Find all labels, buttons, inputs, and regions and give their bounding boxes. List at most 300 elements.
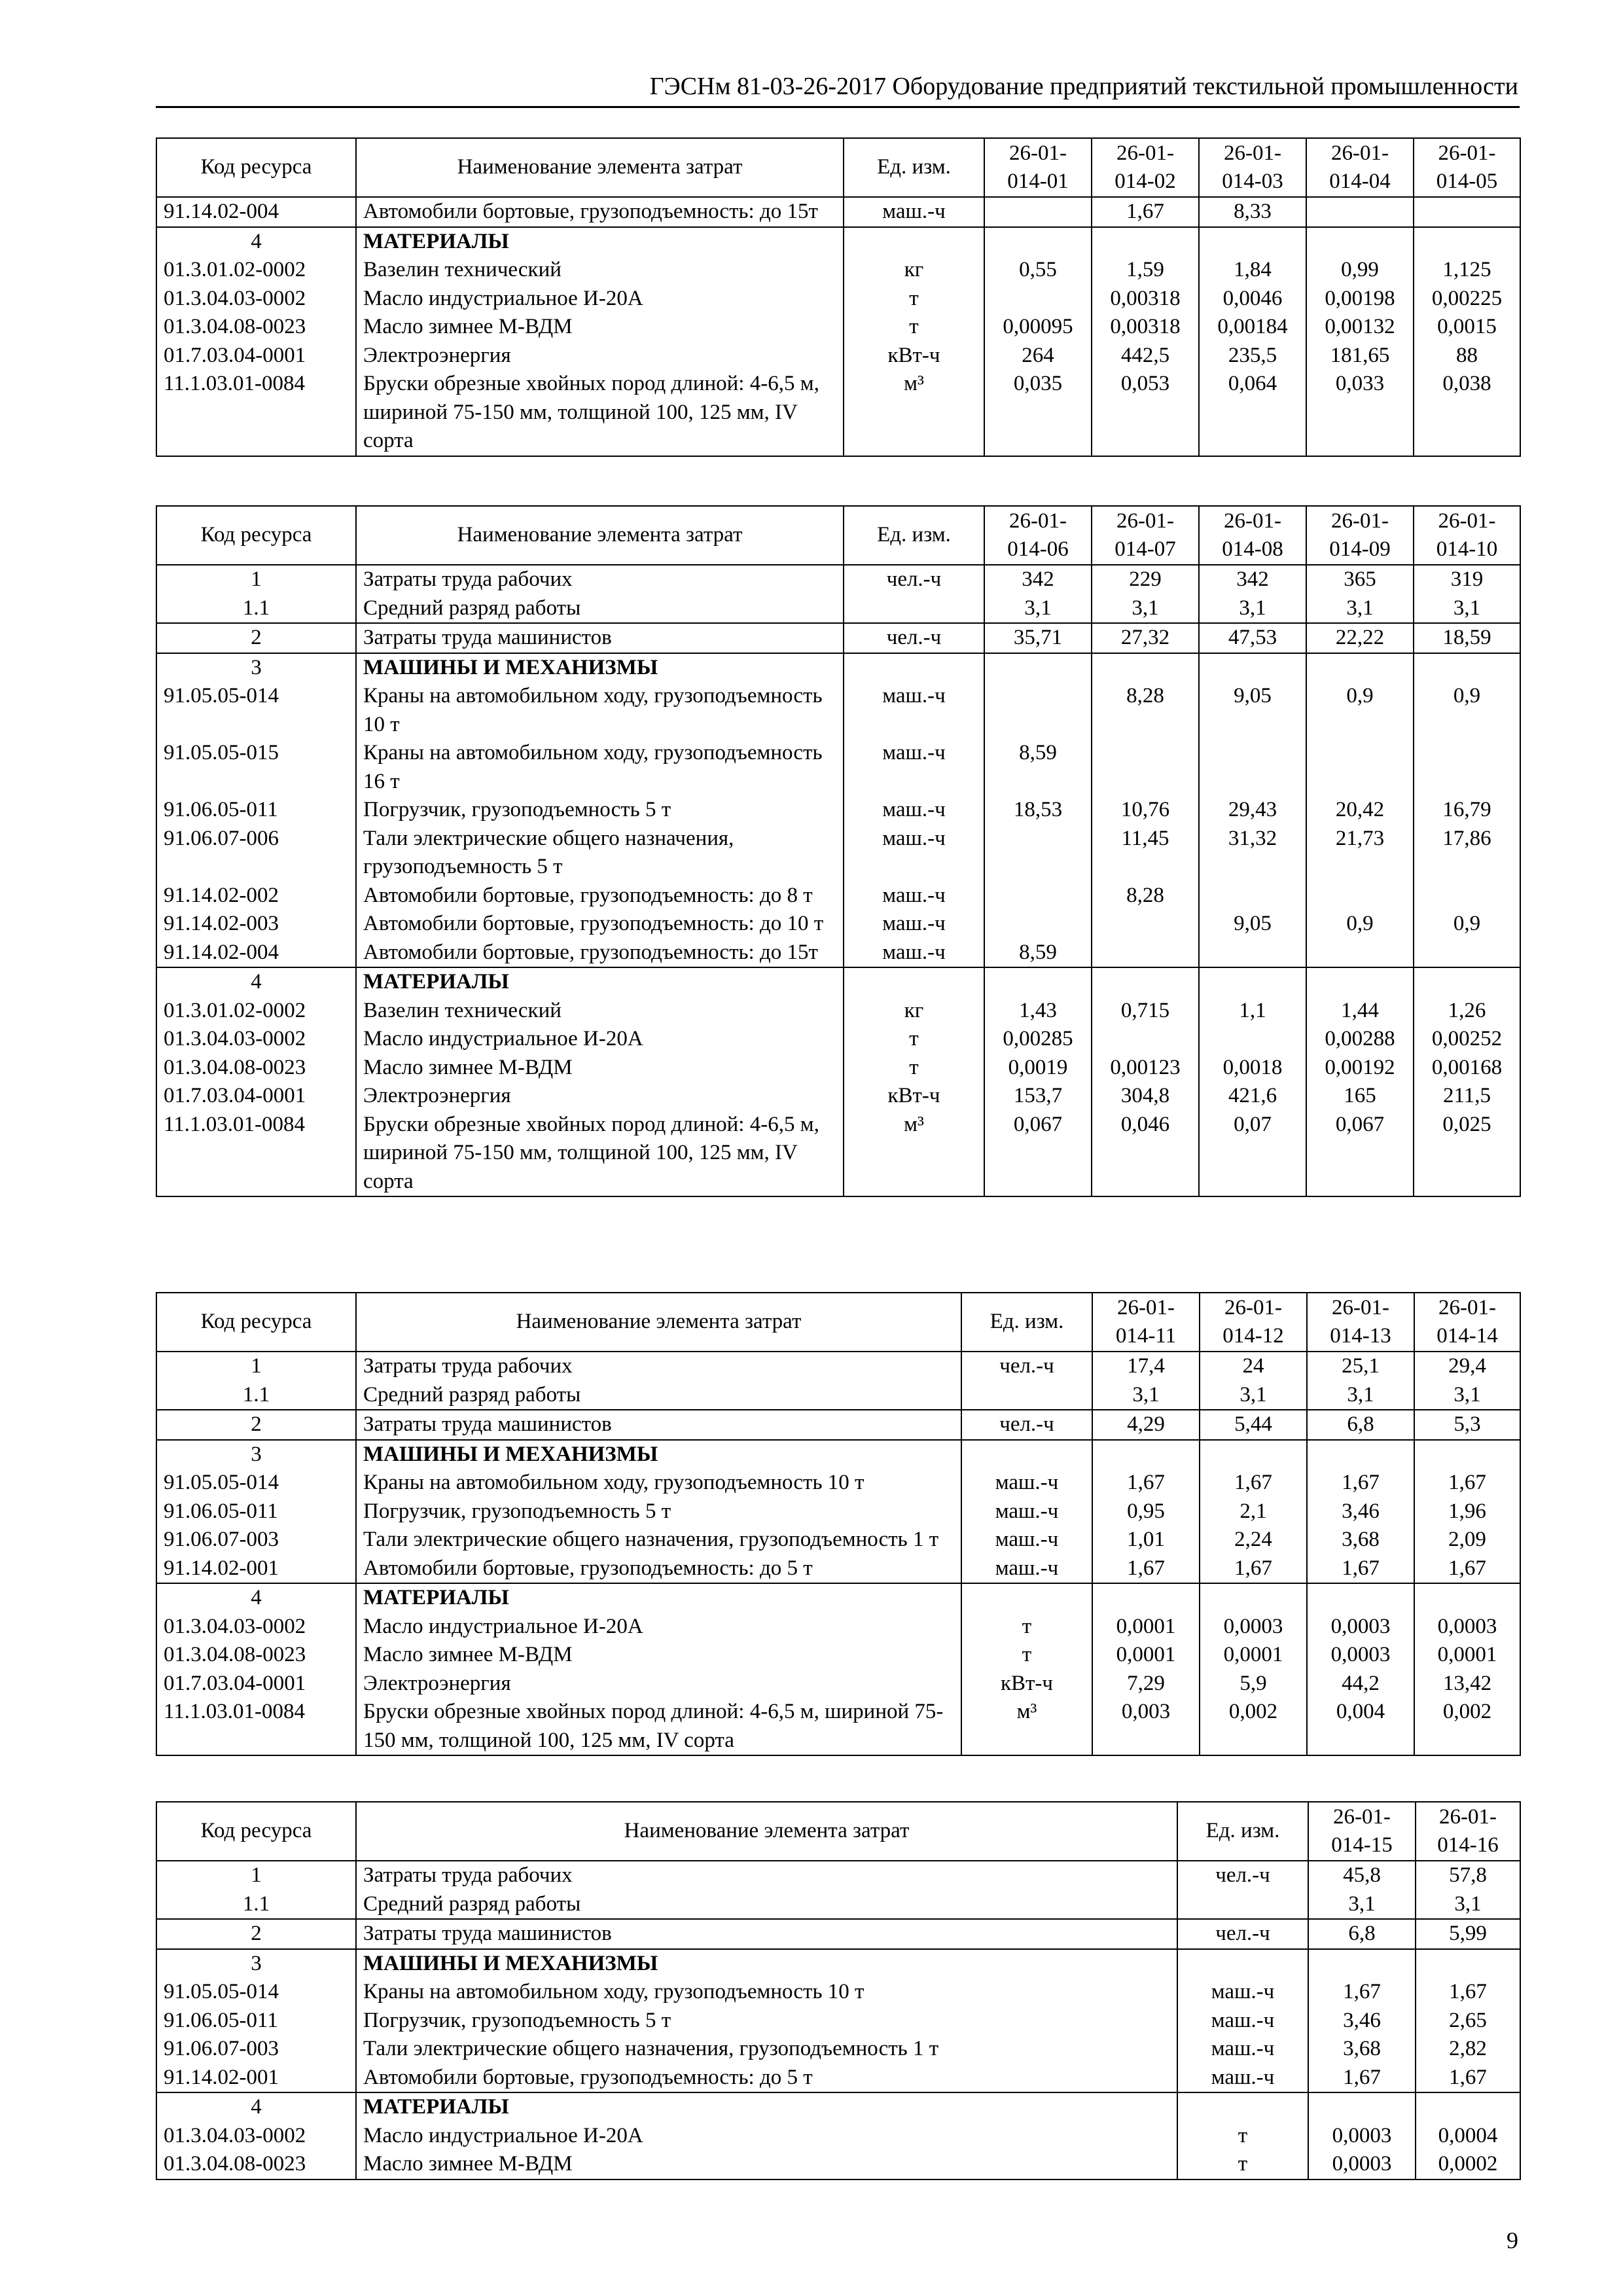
table-row (156, 2035, 1520, 2064)
resource-unit: маш.-ч (1177, 2035, 1308, 2064)
rate-value: 421,6 (1199, 1082, 1306, 1111)
table-row (156, 1498, 1520, 1526)
rate-value: 18,53 (984, 796, 1092, 825)
resource-code: 4 (156, 1583, 356, 1613)
rate-value: 45,8 (1308, 1861, 1416, 1890)
rate-value: 8,28 (1092, 882, 1199, 910)
table-row (156, 1410, 1520, 1440)
resource-name: Краны на автомобильном ходу, грузоподъемность 10 т (356, 1469, 961, 1498)
resource-unit: т (1177, 2122, 1308, 2151)
rate-value: 235,5 (1199, 342, 1306, 370)
rate-value (984, 825, 1092, 882)
resource-code: 91.14.02-003 (156, 910, 356, 939)
rate-value: 319 (1414, 565, 1520, 594)
resource-unit: маш.-ч (1177, 1978, 1308, 2007)
resource-code: 1 (156, 565, 356, 594)
rate-value: 44,2 (1307, 1670, 1414, 1698)
rate-value: 229 (1092, 565, 1199, 594)
resource-code: 01.7.03.04-0001 (156, 342, 356, 370)
resource-unit: маш.-ч (961, 1554, 1092, 1584)
rate-value (984, 653, 1092, 683)
resource-unit: т (1177, 2150, 1308, 2179)
rate-value: 342 (984, 565, 1092, 594)
resource-code: 01.7.03.04-0001 (156, 1670, 356, 1698)
rate-value: 0,00184 (1199, 313, 1306, 342)
rate-value: 0,00132 (1306, 313, 1414, 342)
rate-value (1416, 2092, 1520, 2122)
rate-value: 0,025 (1414, 1111, 1520, 1197)
rate-value: 304,8 (1092, 1082, 1199, 1111)
resource-unit (1177, 2092, 1308, 2122)
rate-value (1200, 1440, 1307, 1469)
rate-value (1307, 1583, 1414, 1613)
table-row (156, 256, 1520, 285)
rate-value: 0,0003 (1308, 2122, 1416, 2151)
resource-name: Автомобили бортовые, грузоподъемность: до 15т (356, 197, 844, 227)
header-rate-code: 26-01-014-03 (1199, 138, 1306, 197)
rate-value: 0,0003 (1414, 1613, 1520, 1641)
rate-value: 0,00198 (1306, 285, 1414, 314)
header-rate-code: 26-01-014-04 (1306, 138, 1414, 197)
resource-code: 1.1 (156, 1381, 356, 1410)
rate-value: 29,43 (1199, 796, 1306, 825)
header-rate-code: 26-01-014-16 (1416, 1802, 1520, 1861)
rate-value (1414, 227, 1520, 257)
resource-code: 91.06.07-003 (156, 1526, 356, 1554)
header-name: Наименование элемента затрат (356, 506, 844, 565)
resource-table-3 (156, 1292, 1521, 1756)
resource-code: 91.14.02-004 (156, 197, 356, 227)
resource-unit: кВт-ч (961, 1670, 1092, 1698)
rate-value: 0,00168 (1414, 1054, 1520, 1083)
rate-value: 211,5 (1414, 1082, 1520, 1111)
rate-value: 18,59 (1414, 623, 1520, 653)
rate-value: 20,42 (1306, 796, 1414, 825)
rate-value (1414, 1583, 1520, 1613)
resource-code: 91.14.02-004 (156, 939, 356, 968)
section-row (156, 653, 1520, 683)
rate-value: 27,32 (1092, 623, 1199, 653)
table-header-row (156, 1293, 1520, 1352)
rate-value (1414, 739, 1520, 796)
table-row (156, 285, 1520, 314)
resource-code: 1 (156, 1861, 356, 1890)
rate-value: 9,05 (1199, 682, 1306, 739)
table-row (156, 997, 1520, 1026)
rate-value: 0,0002 (1416, 2150, 1520, 2179)
rate-value: 1,26 (1414, 997, 1520, 1026)
rate-value: 8,59 (984, 739, 1092, 796)
rate-value: 3,1 (1092, 594, 1199, 624)
header-unit: Ед. изм. (844, 506, 984, 565)
resource-code: 4 (156, 2092, 356, 2122)
table-header-row (156, 506, 1520, 565)
resource-name: Затраты труда машинистов (356, 1410, 961, 1440)
resource-code: 01.3.01.02-0002 (156, 997, 356, 1026)
rate-value (1092, 939, 1199, 968)
rate-value: 0,00288 (1306, 1025, 1414, 1054)
rate-value: 181,65 (1306, 342, 1414, 370)
resource-name: Автомобили бортовые, грузоподъемность: до 5 т (356, 2064, 1177, 2093)
table-row (156, 623, 1520, 653)
resource-unit: маш.-ч (844, 825, 984, 882)
resource-name: Вазелин технический (356, 256, 844, 285)
table-row (156, 313, 1520, 342)
resource-unit: маш.-ч (844, 910, 984, 939)
rate-value: 1,67 (1416, 2064, 1520, 2093)
rate-value (1199, 227, 1306, 257)
rate-value: 2,82 (1416, 2035, 1520, 2064)
header-unit: Ед. изм. (844, 138, 984, 197)
rate-value: 8,33 (1199, 197, 1306, 227)
resource-code: 91.05.05-015 (156, 739, 356, 796)
rate-value (1414, 197, 1520, 227)
rate-value: 0,00285 (984, 1025, 1092, 1054)
table-row (156, 370, 1520, 456)
rate-value: 6,8 (1308, 1919, 1416, 1949)
rate-value: 21,73 (1306, 825, 1414, 882)
resource-name: МАШИНЫ И МЕХАНИЗМЫ (356, 1949, 1177, 1979)
resource-code: 3 (156, 1949, 356, 1979)
header-rate-code: 26-01-014-05 (1414, 138, 1520, 197)
rate-value: 4,29 (1092, 1410, 1200, 1440)
header-rate-code: 26-01-014-10 (1414, 506, 1520, 565)
resource-code: 2 (156, 623, 356, 653)
table-row (156, 1111, 1520, 1197)
resource-unit (844, 653, 984, 683)
rate-value: 47,53 (1199, 623, 1306, 653)
resource-unit (844, 967, 984, 997)
resource-name: Электроэнергия (356, 342, 844, 370)
resource-code: 01.3.04.08-0023 (156, 313, 356, 342)
resource-name: Бруски обрезные хвойных пород длиной: 4-6,5 м, шириной 75-150 мм, толщиной 100, 125 мм, IV сорта (356, 1111, 844, 1197)
resource-code: 11.1.03.01-0084 (156, 1698, 356, 1755)
resource-code: 91.14.02-002 (156, 882, 356, 910)
resource-name: МАТЕРИАЛЫ (356, 227, 844, 257)
rate-value: 0,0003 (1307, 1641, 1414, 1670)
resource-code: 1.1 (156, 1890, 356, 1920)
rate-value: 3,1 (1092, 1381, 1200, 1410)
resource-code: 91.06.05-011 (156, 2007, 356, 2036)
header-code: Код ресурса (156, 506, 356, 565)
header-rate-code: 26-01-014-01 (984, 138, 1092, 197)
rate-value (1306, 197, 1414, 227)
table-header-row (156, 1802, 1520, 1861)
rate-value (1092, 227, 1199, 257)
rate-value (1306, 967, 1414, 997)
rate-value: 165 (1306, 1082, 1414, 1111)
resource-name: Затраты труда рабочих (356, 1861, 1177, 1890)
table-row (156, 1978, 1520, 2007)
rate-value: 2,09 (1414, 1526, 1520, 1554)
rate-value: 0,002 (1414, 1698, 1520, 1755)
rate-value: 3,1 (1414, 1381, 1520, 1410)
header-rate-code: 26-01-014-06 (984, 506, 1092, 565)
resource-unit: чел.-ч (1177, 1861, 1308, 1890)
resource-unit (844, 227, 984, 257)
resource-name: Средний разряд работы (356, 594, 844, 624)
resource-unit: кг (844, 997, 984, 1026)
rate-value: 1,67 (1092, 197, 1199, 227)
resource-unit: т (961, 1641, 1092, 1670)
resource-unit: т (844, 1025, 984, 1054)
rate-value (1199, 653, 1306, 683)
rate-value: 264 (984, 342, 1092, 370)
rate-value: 3,68 (1307, 1526, 1414, 1554)
rate-value: 25,1 (1307, 1352, 1414, 1381)
header-unit: Ед. изм. (1177, 1802, 1308, 1861)
rate-value: 1,67 (1308, 2064, 1416, 2093)
table-row (156, 910, 1520, 939)
rate-value: 13,42 (1414, 1670, 1520, 1698)
resource-code: 91.05.05-014 (156, 1469, 356, 1498)
resource-unit: чел.-ч (844, 623, 984, 653)
resource-unit: чел.-ч (844, 565, 984, 594)
rate-value (984, 227, 1092, 257)
resource-unit: т (844, 1054, 984, 1083)
rate-value: 0,0019 (984, 1054, 1092, 1083)
rate-value: 31,32 (1199, 825, 1306, 882)
rate-value (1199, 739, 1306, 796)
table-row (156, 1919, 1520, 1949)
resource-name: Масло зимнее М-ВДМ (356, 1641, 961, 1670)
table-row (156, 2007, 1520, 2036)
resource-unit: т (844, 285, 984, 314)
rate-value: 17,86 (1414, 825, 1520, 882)
resource-name: Электроэнергия (356, 1082, 844, 1111)
resource-unit: кВт-ч (844, 342, 984, 370)
rate-value: 5,99 (1416, 1919, 1520, 1949)
resource-unit: чел.-ч (1177, 1919, 1308, 1949)
table-row (156, 1698, 1520, 1755)
rate-value: 1,67 (1092, 1469, 1200, 1498)
rate-value: 0,0018 (1199, 1054, 1306, 1083)
rate-value: 0,004 (1307, 1698, 1414, 1755)
rate-value (1414, 882, 1520, 910)
rate-value: 0,95 (1092, 1498, 1200, 1526)
rate-value (1092, 1440, 1200, 1469)
resource-unit: маш.-ч (844, 939, 984, 968)
rate-value: 0,00095 (984, 313, 1092, 342)
table-row (156, 739, 1520, 796)
rate-value: 1,67 (1414, 1469, 1520, 1498)
rate-value (1199, 967, 1306, 997)
rate-value (1414, 653, 1520, 683)
rate-value: 1,1 (1199, 997, 1306, 1026)
table-row (156, 1641, 1520, 1670)
resource-unit (1177, 1890, 1308, 1920)
resource-code: 91.06.05-011 (156, 796, 356, 825)
rate-value: 0,0001 (1092, 1613, 1200, 1641)
header-name: Наименование элемента затрат (356, 1293, 961, 1352)
rate-value: 0,00318 (1092, 313, 1199, 342)
rate-value (1307, 1440, 1414, 1469)
table-row (156, 1890, 1520, 1920)
resource-name: Средний разряд работы (356, 1890, 1177, 1920)
rate-value: 16,79 (1414, 796, 1520, 825)
rate-value: 8,28 (1092, 682, 1199, 739)
rate-value: 0,038 (1414, 370, 1520, 456)
resource-unit: маш.-ч (844, 796, 984, 825)
document-header-title: ГЭСНм 81-03-26-2017 Оборудование предприятий текстильной промышленности (649, 73, 1518, 100)
resource-name: Тали электрические общего назначения, грузоподъемность 5 т (356, 825, 844, 882)
resource-unit: маш.-ч (961, 1498, 1092, 1526)
resource-name: МАТЕРИАЛЫ (356, 1583, 961, 1613)
header-rate-code: 26-01-014-12 (1200, 1293, 1307, 1352)
rate-value: 1,67 (1414, 1554, 1520, 1584)
table-row (156, 1670, 1520, 1698)
header-rate-code: 26-01-014-13 (1307, 1293, 1414, 1352)
header-code: Код ресурса (156, 1293, 356, 1352)
resource-name: Автомобили бортовые, грузоподъемность: до 10 т (356, 910, 844, 939)
resource-name: МАТЕРИАЛЫ (356, 2092, 1177, 2122)
table-row (156, 1469, 1520, 1498)
rate-value: 3,1 (1416, 1890, 1520, 1920)
rate-value: 0,064 (1199, 370, 1306, 456)
resource-unit (844, 594, 984, 624)
rate-value: 0,00252 (1414, 1025, 1520, 1054)
rate-value: 442,5 (1092, 342, 1199, 370)
resource-name: Вазелин технический (356, 997, 844, 1026)
rate-value: 1,67 (1092, 1554, 1200, 1584)
rate-value (984, 682, 1092, 739)
resource-unit (961, 1381, 1092, 1410)
rate-value (1092, 1025, 1199, 1054)
resource-name: Автомобили бортовые, грузоподъемность: до 5 т (356, 1554, 961, 1584)
rate-value: 0,0003 (1200, 1613, 1307, 1641)
resource-table-1 (156, 137, 1521, 457)
rate-value: 10,76 (1092, 796, 1199, 825)
resource-table-2 (156, 505, 1521, 1197)
rate-value (1199, 882, 1306, 910)
rate-value: 1,67 (1308, 1978, 1416, 2007)
resource-code: 4 (156, 967, 356, 997)
header-name: Наименование элемента затрат (356, 1802, 1177, 1861)
header-rate-code: 26-01-014-07 (1092, 506, 1199, 565)
resource-code: 01.3.04.08-0023 (156, 1054, 356, 1083)
resource-code: 01.3.04.08-0023 (156, 1641, 356, 1670)
resource-code: 01.3.04.03-0002 (156, 1025, 356, 1054)
rate-value: 0,00192 (1306, 1054, 1414, 1083)
table-row (156, 342, 1520, 370)
resource-unit: кВт-ч (844, 1082, 984, 1111)
rate-value: 0,0015 (1414, 313, 1520, 342)
resource-unit: м³ (961, 1698, 1092, 1755)
resource-code: 2 (156, 1919, 356, 1949)
resource-unit: т (844, 313, 984, 342)
resource-unit: маш.-ч (961, 1469, 1092, 1498)
resource-name: Масло зимнее М-ВДМ (356, 1054, 844, 1083)
table-row (156, 1082, 1520, 1111)
rate-value (1092, 910, 1199, 939)
resource-unit: маш.-ч (844, 739, 984, 796)
resource-name: Затраты труда рабочих (356, 1352, 961, 1381)
resource-unit: маш.-ч (844, 882, 984, 910)
rate-value: 0,00318 (1092, 285, 1199, 314)
header-rate-code: 26-01-014-09 (1306, 506, 1414, 565)
rate-value: 1,67 (1200, 1554, 1307, 1584)
resource-unit: маш.-ч (1177, 2007, 1308, 2036)
resource-name: МАШИНЫ И МЕХАНИЗМЫ (356, 1440, 961, 1469)
table-row (156, 594, 1520, 624)
rate-value: 1,59 (1092, 256, 1199, 285)
table-row (156, 1352, 1520, 1381)
resource-name: Масло индустриальное И-20А (356, 285, 844, 314)
resource-code: 01.3.01.02-0002 (156, 256, 356, 285)
resource-name: Масло индустриальное И-20А (356, 1613, 961, 1641)
rate-value: 1,96 (1414, 1498, 1520, 1526)
rate-value: 0,067 (1306, 1111, 1414, 1197)
rate-value: 0,99 (1306, 256, 1414, 285)
table-row (156, 825, 1520, 882)
rate-value (1416, 1949, 1520, 1979)
rate-value (1306, 882, 1414, 910)
rate-value: 5,3 (1414, 1410, 1520, 1440)
rate-value (1414, 939, 1520, 968)
resource-unit (961, 1440, 1092, 1469)
resource-unit (1177, 1949, 1308, 1979)
table-row (156, 682, 1520, 739)
table-row (156, 1054, 1520, 1083)
resource-code: 11.1.03.01-0084 (156, 1111, 356, 1197)
rate-value: 1,67 (1200, 1469, 1307, 1498)
rate-value (1092, 967, 1199, 997)
rate-value: 0,067 (984, 1111, 1092, 1197)
resource-name: МАШИНЫ И МЕХАНИЗМЫ (356, 653, 844, 683)
resource-name: Электроэнергия (356, 1670, 961, 1698)
resource-name: Тали электрические общего назначения, грузоподъемность 1 т (356, 1526, 961, 1554)
rate-value: 0,033 (1306, 370, 1414, 456)
rate-value: 3,1 (1200, 1381, 1307, 1410)
rate-value: 17,4 (1092, 1352, 1200, 1381)
rate-value: 0,9 (1306, 682, 1414, 739)
resource-name: Краны на автомобильном ходу, грузоподъемность 16 т (356, 739, 844, 796)
rate-value: 22,22 (1306, 623, 1414, 653)
resource-name: Погрузчик, грузоподъемность 5 т (356, 796, 844, 825)
rate-value (1306, 653, 1414, 683)
rate-value (984, 197, 1092, 227)
rate-value: 5,9 (1200, 1670, 1307, 1698)
header-rate-code: 26-01-014-15 (1308, 1802, 1416, 1861)
header-code: Код ресурса (156, 1802, 356, 1861)
resource-code: 01.7.03.04-0001 (156, 1082, 356, 1111)
rate-value (1199, 1025, 1306, 1054)
header-rate-code: 26-01-014-14 (1414, 1293, 1520, 1352)
header-code: Код ресурса (156, 138, 356, 197)
rate-value: 1,44 (1306, 997, 1414, 1026)
rate-value: 1,125 (1414, 256, 1520, 285)
rate-value: 1,67 (1307, 1469, 1414, 1498)
resource-unit: кг (844, 256, 984, 285)
resource-code: 01.3.04.08-0023 (156, 2150, 356, 2179)
rate-value (1092, 1583, 1200, 1613)
resource-name: Автомобили бортовые, грузоподъемность: до 8 т (356, 882, 844, 910)
table-row (156, 882, 1520, 910)
resource-unit (961, 1583, 1092, 1613)
rate-value (1092, 739, 1199, 796)
rate-value: 153,7 (984, 1082, 1092, 1111)
resource-code: 01.3.04.03-0002 (156, 285, 356, 314)
rate-value: 3,1 (1414, 594, 1520, 624)
resource-unit: т (961, 1613, 1092, 1641)
resource-unit: маш.-ч (961, 1526, 1092, 1554)
rate-value (1308, 2092, 1416, 2122)
table-row (156, 939, 1520, 968)
header-rate-code: 26-01-014-02 (1092, 138, 1199, 197)
table-row (156, 2064, 1520, 2093)
resource-code: 1.1 (156, 594, 356, 624)
resource-code: 3 (156, 653, 356, 683)
